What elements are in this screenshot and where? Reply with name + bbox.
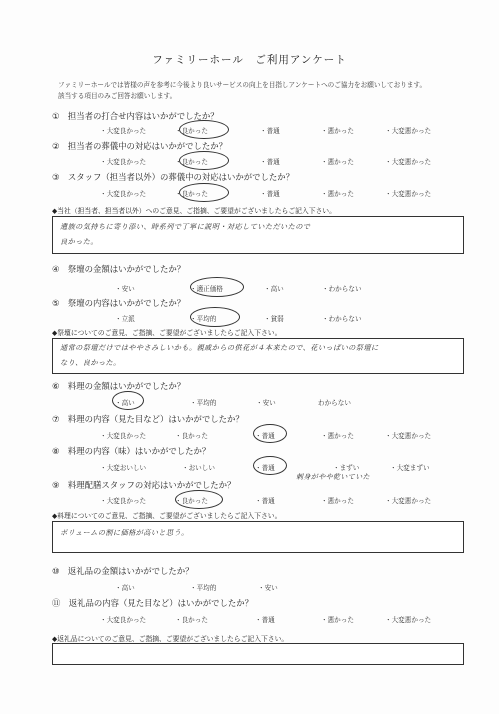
q7-option-2[interactable]: ・良かった [175,432,208,440]
q3-option-3[interactable]: ・普通 [260,190,280,198]
q8-option-4[interactable]: ・まずい [333,464,360,472]
comment-label-gift: ◆返礼品についてのご意見、ご指摘、ご要望がございましたらご記入下さい。 [52,635,289,643]
question-6: ⑥ 料理の金額はいかがでしたか？ [52,381,186,391]
q11-option-2[interactable]: ・良かった [175,616,208,624]
question-1: ① 担当者の打合せ内容はいかがでしたか？ [52,111,219,121]
q9-option-4[interactable]: ・悪かった [321,497,354,505]
q2-option-4[interactable]: ・悪かった [321,158,354,166]
q11-option-4[interactable]: ・悪かった [321,616,354,624]
q6-option-2[interactable]: ・平均的 [190,399,217,407]
comment-food-line-1: ボリュームの割に価格が高いと思う。 [60,528,189,537]
q10-option-1[interactable]: ・高い [115,584,135,592]
intro-line-2: 該当する項目のみご回答お願いします。 [58,92,177,100]
q9-selection-circle [175,490,223,509]
q5-option-3[interactable]: ・貧弱 [264,315,284,323]
question-11: ⑪ 返礼品の内容（見た目など）はいかがでしたか？ [52,598,253,608]
q4-selection-circle [190,277,244,297]
q1-option-5[interactable]: ・大変悪かった [385,127,432,135]
intro-line-1: ファミリーホールでは皆様の声を参考に今後より良いサービスの向上を目指しアンケートへのご協力をお願いしております。 [58,81,427,89]
q8-selection-circle [253,456,287,475]
q1-option-1[interactable]: ・大変良かった [100,127,147,135]
q1-selection-circle [179,120,229,139]
q3-option-2[interactable]: ・良かった [175,190,208,198]
q6-option-1[interactable]: ・高い [115,399,135,407]
q8-option-1[interactable]: ・大変おいしい [100,464,147,472]
comment-altar-line-1: 通常の祭壇だけではややさみしいかも。親戚からの供花が４本来たので、花いっぱいの祭壇に [60,343,379,352]
q7-option-1[interactable]: ・大変良かった [100,432,147,440]
q5-selection-circle [190,307,240,327]
q4-option-4[interactable]: ・わからない [322,285,362,293]
q2-option-1[interactable]: ・大変良かった [100,158,147,166]
q3-selection-circle [179,183,229,202]
question-5: ⑤ 祭壇の内容はいかがでしたか？ [52,298,186,308]
q4-option-2[interactable]: ・適正価格 [190,285,223,293]
q2-selection-circle [179,151,229,170]
q9-option-5[interactable]: ・大変悪かった [385,497,432,505]
question-3: ③ スタッフ（担当者以外）の葬儀中の対応はいかがでしたか？ [52,172,295,182]
q6-selection-circle [112,391,144,410]
question-9: ⑨ 料理配膳スタッフの対応はいかがでしたか？ [52,480,236,490]
q3-option-5[interactable]: ・大変悪かった [385,190,432,198]
comment-staff-line-2: 良かった。 [60,237,98,246]
q7-option-3[interactable]: ・普通 [255,432,275,440]
q9-option-3[interactable]: ・普通 [255,497,275,505]
q2-option-3[interactable]: ・普通 [260,158,280,166]
q8-option-3[interactable]: ・普通 [255,464,275,472]
q5-option-2[interactable]: ・平均的 [190,315,217,323]
q5-option-4[interactable]: ・わからない [322,315,362,323]
question-2: ② 担当者の葬儀中の対応はいかがでしたか？ [52,141,228,151]
q1-option-2[interactable]: ・良かった [175,127,208,135]
question-4: ④ 祭壇の金額はいかがでしたか？ [52,264,186,274]
question-7: ⑦ 料理の内容（見た目など）はいかがでしたか？ [52,414,244,424]
comment-altar-line-2: なり、良かった。 [60,358,121,367]
q7-option-5[interactable]: ・大変悪かった [385,432,432,440]
comment-box-gift[interactable] [52,643,464,665]
q8-option-5[interactable]: ・大変まずい [390,464,430,472]
page-title: ファミリーホール ご利用アンケート [152,54,347,66]
comment-label-staff: ◆当社（担当者、担当者以外）へのご意見、ご指摘、ご要望がございましたらご記入下さい。 [52,207,336,215]
q5-option-1[interactable]: ・立派 [115,315,135,323]
q4-option-3[interactable]: ・高い [264,285,284,293]
q7-selection-circle [253,424,287,443]
q9-option-1[interactable]: ・大変良かった [100,497,147,505]
q1-option-3[interactable]: ・普通 [260,127,280,135]
q1-option-4[interactable]: ・悪かった [321,127,354,135]
q3-option-4[interactable]: ・悪かった [321,190,354,198]
q11-option-3[interactable]: ・普通 [255,616,275,624]
q8-option-2[interactable]: ・おいしい [182,464,215,472]
q10-option-3[interactable]: ・安い [258,584,278,592]
q2-option-2[interactable]: ・良かった [175,158,208,166]
q6-option-3[interactable]: ・安い [256,399,276,407]
q4-option-1[interactable]: ・安い [115,285,135,293]
q11-option-1[interactable]: ・大変良かった [100,616,147,624]
q6-option-4[interactable]: わからない [318,399,351,407]
q3-option-1[interactable]: ・大変良かった [100,190,147,198]
question-8: ⑧ 料理の内容（味）はいかがでしたか？ [52,446,211,456]
comment-staff-line-1: 遺族の気持ちに寄り添い、時系列で丁寧に説明・対応していただいたので [60,222,311,231]
comment-label-food: ◆料理についてのご意見、ご指摘、ご要望がございましたらご記入下さい。 [52,512,282,520]
q2-option-5[interactable]: ・大変悪かった [385,158,432,166]
q8-handwritten-note: 刺身がやや乾いていた [296,473,370,481]
q7-option-4[interactable]: ・悪かった [321,432,354,440]
comment-label-altar: ◆祭壇についてのご意見、ご指摘、ご要望がございましたらご記入下さい。 [52,329,282,337]
question-10: ⑩ 返礼品の金額はいかがでしたか？ [52,566,194,576]
q9-option-2[interactable]: ・良かった [175,497,208,505]
q10-option-2[interactable]: ・平均的 [190,584,217,592]
q11-option-5[interactable]: ・大変悪かった [385,616,432,624]
